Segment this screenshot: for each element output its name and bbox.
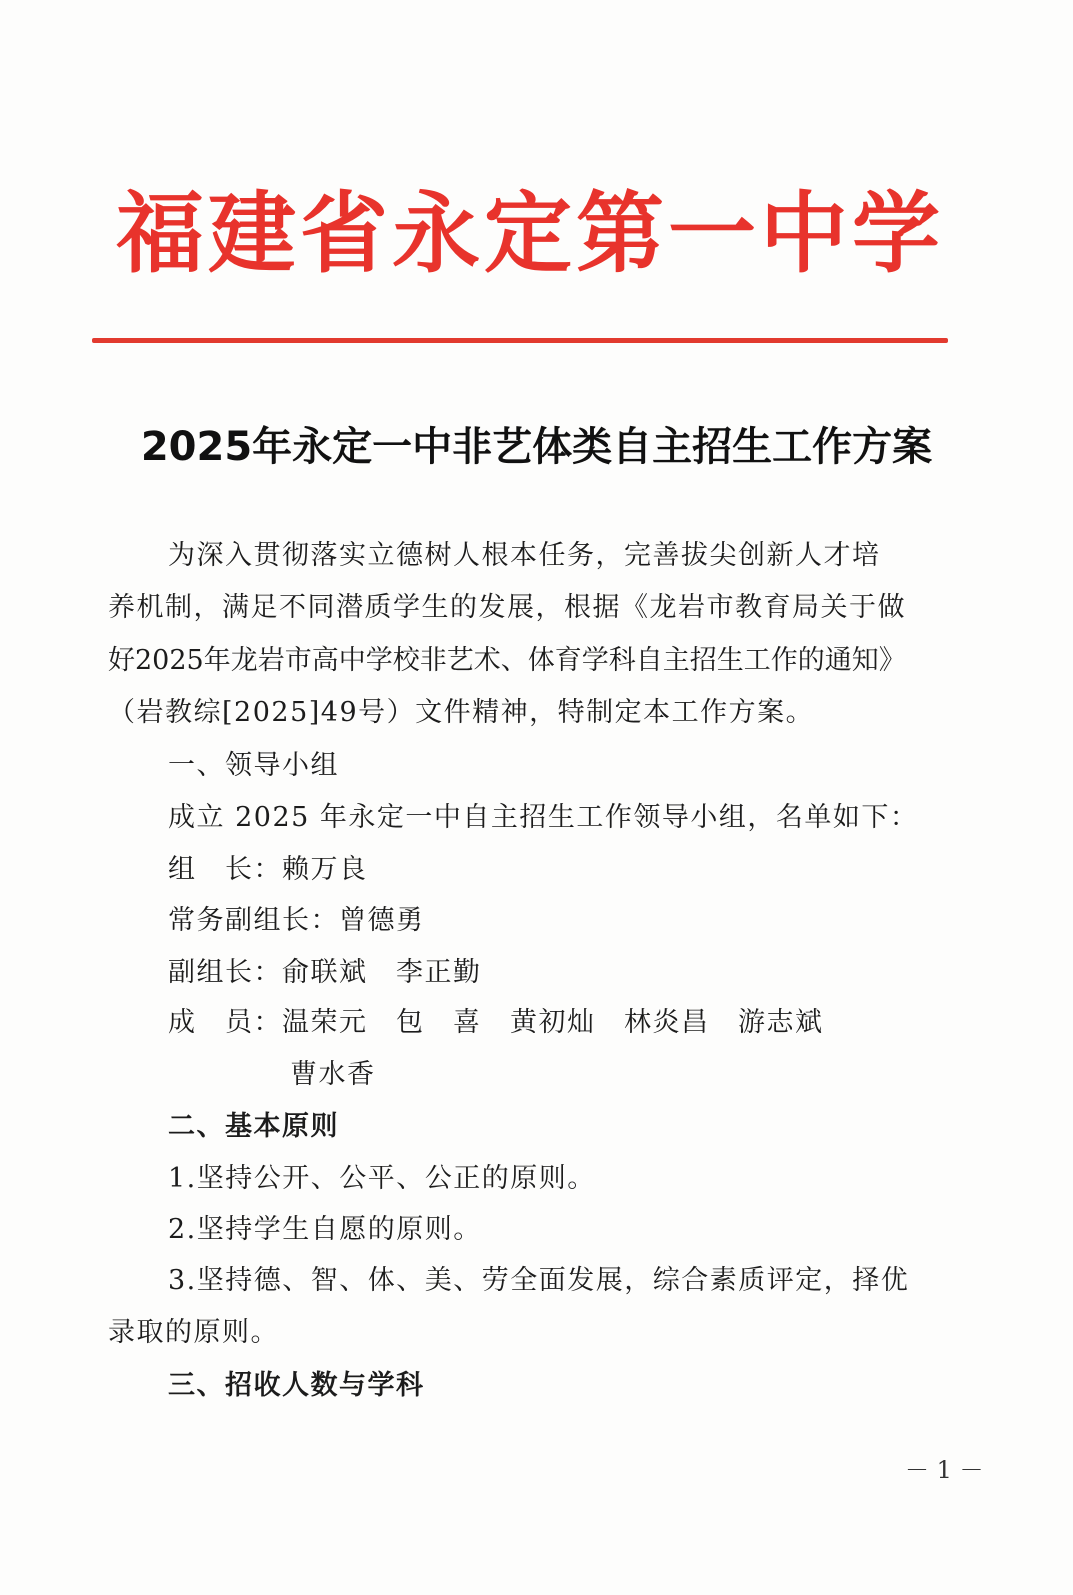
document-title: 2025年永定一中非艺体类自主招生工作方案 xyxy=(140,424,933,470)
principle-3-line-2: 录取的原则。 xyxy=(108,1317,279,1348)
principle-1: 1.坚持公开、公平、公正的原则。 xyxy=(168,1163,596,1194)
section-3-heading: 三、招收人数与学科 xyxy=(168,1370,425,1401)
section-2-heading: 二、基本原则 xyxy=(168,1111,339,1142)
leader-line: 组 长：赖万良 xyxy=(168,854,368,885)
deputy-line: 副组长：俞联斌 李正勤 xyxy=(168,957,482,988)
section-1-heading: 一、领导小组 xyxy=(168,750,339,781)
letterhead-red-rule xyxy=(92,338,948,343)
executive-deputy-line: 常务副组长：曾德勇 xyxy=(168,905,425,936)
page-number: － 1 － xyxy=(905,1456,984,1484)
intro-line-2: 养机制，满足不同潜质学生的发展，根据《龙岩市教育局关于做 xyxy=(108,592,906,623)
members-line-1: 成 员：温荣元 包 喜 黄初灿 林炎昌 游志斌 xyxy=(168,1007,824,1038)
section-1-lead: 成立 2025 年永定一中自主招生工作领导小组，名单如下： xyxy=(168,802,919,833)
intro-line-4: （岩教综[2025]49号）文件精神，特制定本工作方案。 xyxy=(108,697,815,728)
members-line-2: 曹水香 xyxy=(290,1059,376,1090)
principle-3-line-1: 3.坚持德、智、体、美、劳全面发展，综合素质评定，择优 xyxy=(168,1265,910,1296)
intro-line-3: 好2025年龙岩市高中学校非艺术、体育学科自主招生工作的通知》 xyxy=(108,645,906,676)
school-letterhead: 福建省永定第一中学 xyxy=(115,181,944,285)
intro-line-1: 为深入贯彻落实立德树人根本任务，完善拔尖创新人才培 xyxy=(168,540,881,571)
principle-2: 2.坚持学生自愿的原则。 xyxy=(168,1214,482,1245)
